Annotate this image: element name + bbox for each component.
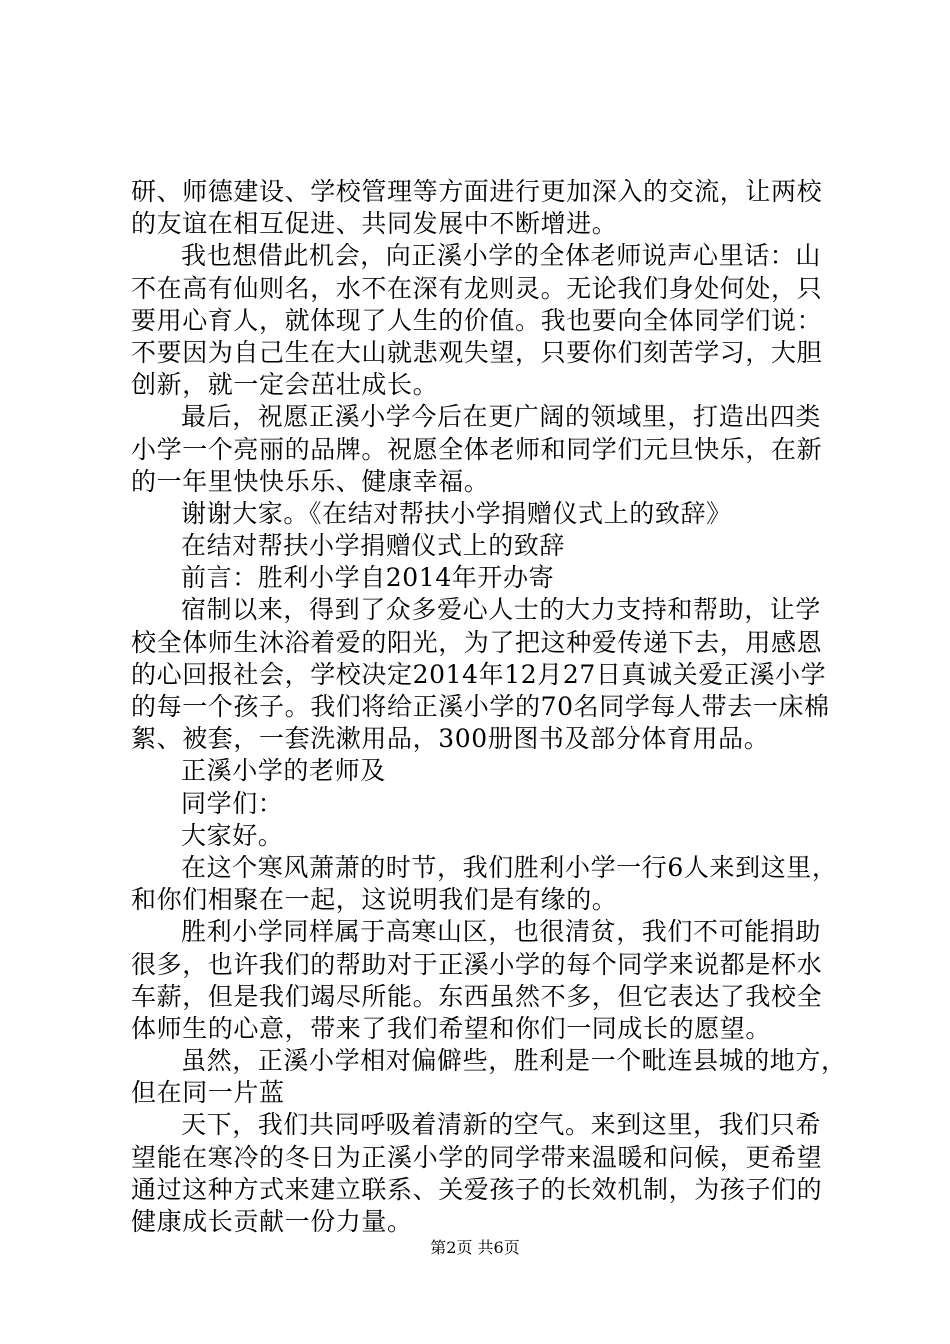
page-footer: 第2页 共6页 [430, 1238, 520, 1257]
text-line: 宿制以来，得到了众多爱心人士的大力支持和帮助，让学 [181, 595, 822, 625]
text-line: 胜利小学同样属于高寒山区，也很清贫，我们不可能捐助 [181, 917, 822, 947]
text-line: 最后，祝愿正溪小学今后在更广阔的领域里，打造出四类 [181, 402, 822, 432]
text-line: 通过这种方式来建立联系、关爱孩子的长效机制，为孩子们的 [131, 1174, 823, 1204]
text-line: 创新，就一定会茁壮成长。 [131, 370, 439, 400]
text-line: 前言：胜利小学自2014年开办寄 [181, 563, 555, 593]
text-line: 很多，也许我们的帮助对于正溪小学的每个同学来说都是杯水 [131, 949, 823, 979]
text-line: 车薪，但是我们竭尽所能。东西虽然不多，但它表达了我校全 [131, 981, 823, 1011]
text-line: 不在高有仙则名，水不在深有龙则灵。无论我们身处何处，只 [131, 273, 823, 303]
text-line: 大家好。 [181, 820, 284, 850]
text-line: 的心回报社会，学校决定2014年12月27日真诚关爱正溪小学 [131, 659, 827, 689]
text-line: 同学们： [181, 788, 284, 818]
text-line: 虽然，正溪小学相对偏僻些，胜利是一个毗连县城的地方， [181, 1046, 847, 1076]
text-line: 的一年里快快乐乐、健康幸福。 [131, 466, 490, 496]
text-line: 在结对帮扶小学捐赠仪式上的致辞 [181, 531, 566, 561]
text-line: 健康成长贡献一份力量。 [131, 1207, 413, 1236]
text-line: 我也想借此机会，向正溪小学的全体老师说声心里话：山 [181, 241, 822, 271]
text-line: 研、师德建设、学校管理等方面进行更加深入的交流，让两校 [131, 177, 823, 206]
text-line: 体师生的心意，带来了我们希望和你们一同成长的愿望。 [131, 1013, 772, 1043]
text-line: 望能在寒冷的冬日为正溪小学的同学带来温暖和问候，更希望 [131, 1142, 823, 1172]
text-line: 小学一个亮丽的品牌。祝愿全体老师和同学们元旦快乐，在新 [131, 434, 823, 464]
text-line: 絮、被套，一套洗漱用品，300册图书及部分体育用品。 [131, 724, 770, 754]
text-line: 正溪小学的老师及 [181, 756, 386, 786]
text-line: 要用心育人，就体现了人生的价值。我也要向全体同学们说： [131, 305, 823, 335]
text-line: 谢谢大家。《在结对帮扶小学捐赠仪式上的致辞》 [181, 498, 732, 528]
text-line: 不要因为自己生在大山就悲观失望，只要你们刻苦学习，大胆 [131, 337, 823, 367]
text-line: 和你们相聚在一起，这说明我们是有缘的。 [131, 885, 618, 915]
text-line: 的每一个孩子。我们将给正溪小学的70名同学每人带去一床棉 [131, 692, 830, 721]
document-body [131, 176, 847, 1238]
text-line: 天下，我们共同呼吸着清新的空气。来到这里，我们只希 [181, 1110, 822, 1140]
text-line: 在这个寒风萧萧的时节，我们胜利小学一行6人来到这里， [181, 852, 838, 882]
text-line: 的友谊在相互促进、共同发展中不断增进。 [131, 209, 618, 239]
text-line: 但在同一片蓝 [131, 1078, 285, 1108]
text-line: 校全体师生沐浴着爱的阳光，为了把这种爱传递下去，用感恩 [131, 627, 823, 657]
